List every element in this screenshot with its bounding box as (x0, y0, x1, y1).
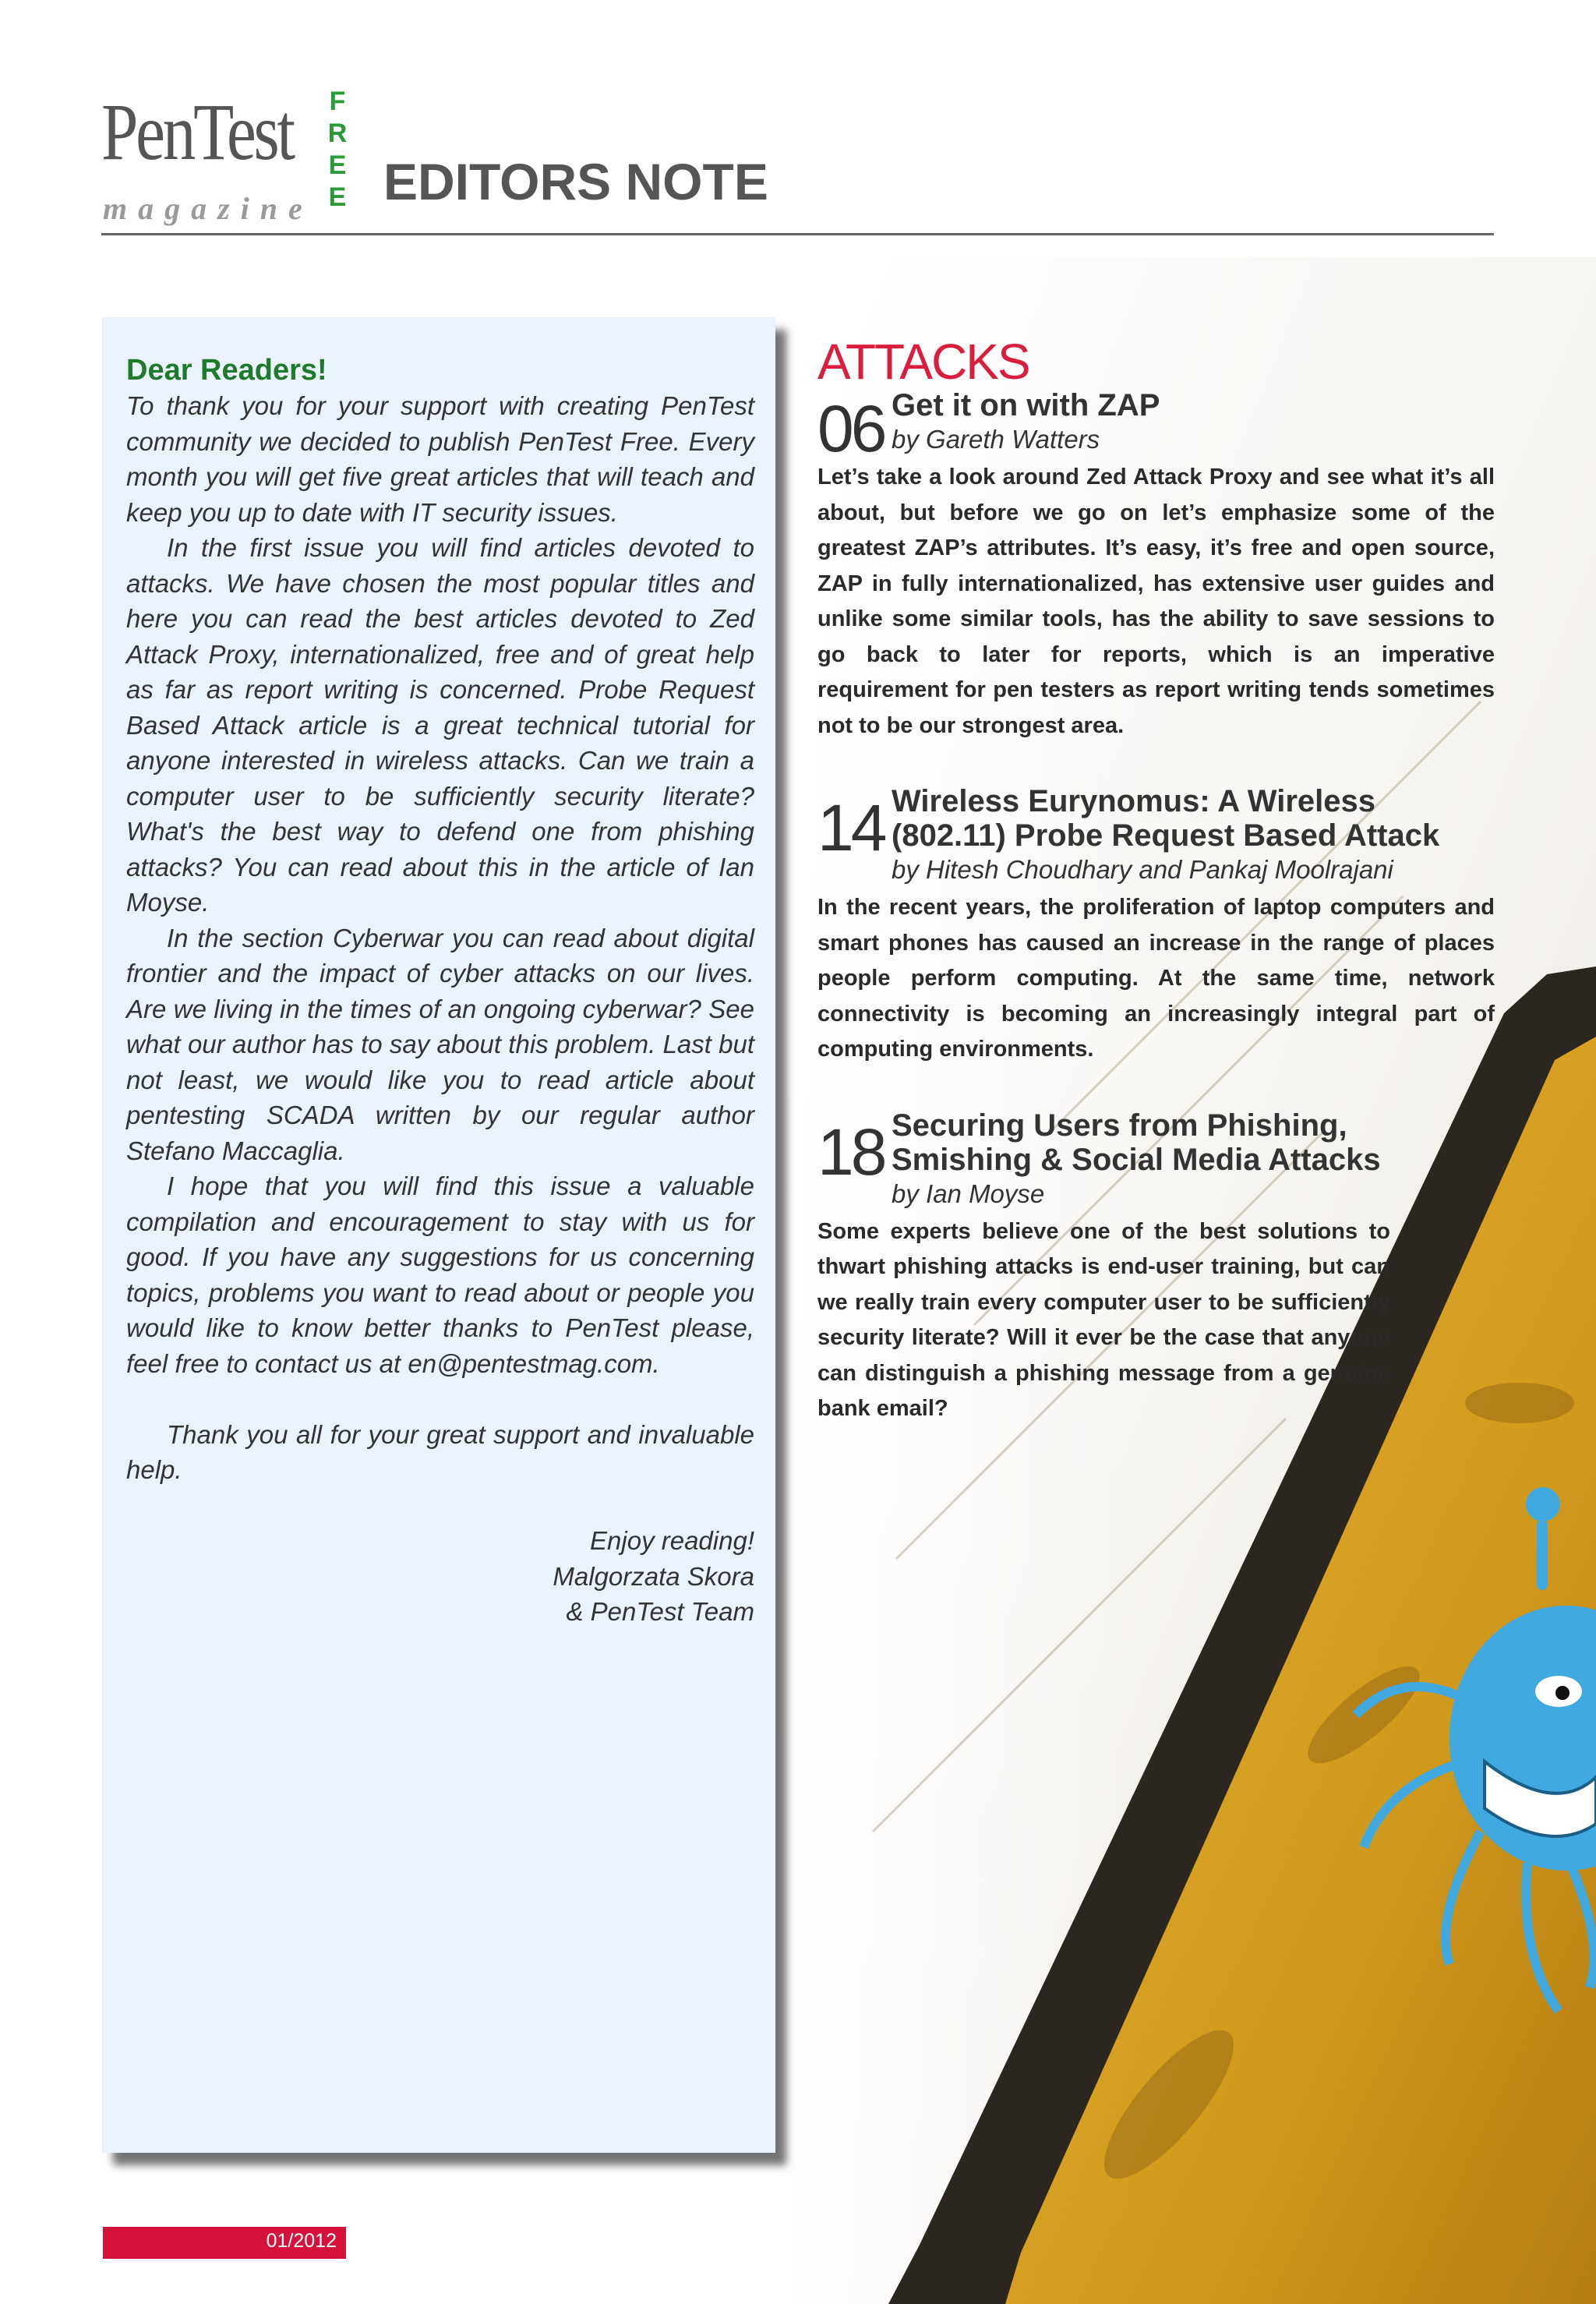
issue-number: 01/2012 (266, 2230, 337, 2252)
article-author: by Gareth Watters (892, 425, 1100, 454)
letter-paragraph: To thank you for your support with creating PenTest community we decided to publish PenTest Free. Every month you will get five great articles that will teach and keep you up to date with IT security issues. (126, 391, 754, 527)
article-entry[interactable] (817, 1108, 1495, 1427)
article-title[interactable]: Wireless Eurynomus: A Wireless (802.11) Probe Request Based Attack (892, 784, 1440, 853)
logo-free-badge (323, 86, 351, 214)
letter-paragraph: In the section Cyberwar you can read about digital frontier and the impact of cyber attacks on our lives. Are we living in the times of an ongoing cyberwar? See what our author has to say about this problem. Last but not least, we would like you to read article about pentesting SCADA written by our regular author Stefano Maccaglia. (126, 923, 754, 1165)
article-author: by Hitesh Choudhary and Pankaj Moolrajani (892, 855, 1393, 884)
signature-line: Malgorzata Skora (553, 1561, 754, 1591)
editors-letter-box (102, 317, 775, 2153)
logo-free-letter: E (328, 150, 347, 180)
article-entry[interactable] (817, 784, 1495, 1068)
signature-line: & PenTest Team (566, 1597, 754, 1626)
editors-letter (126, 352, 754, 1630)
article-author: by Ian Moyse (892, 1179, 1045, 1208)
logo-free-letter: E (328, 182, 347, 212)
letter-greeting: Dear Readers! (126, 354, 327, 387)
logo-free-letter: F (329, 87, 346, 116)
logo-free-letter: R (327, 118, 348, 148)
pentest-logo (101, 86, 358, 234)
header-divider (101, 233, 1494, 235)
article-page-number: 06 (817, 392, 885, 465)
letter-paragraph: I hope that you will find this issue a valuable compilation and encouragement to stay with us for good. If you have any suggestions for us concerning topics, problems you want to read about or people you would like to know better thanks to PenTest please, feel free to contact us at en@pentestmag.com. (126, 1171, 754, 1378)
signature-line: Enjoy reading! (590, 1526, 754, 1555)
article-page-number: 14 (817, 791, 885, 864)
letter-paragraph: In the first issue you will find articles devoted to attacks. We have chosen the most popular titles and here you can read the best articles devoted to Zed Attack Proxy, internationalized, free and of great help as far as report writing is concerned. Probe Request Based Attack article is a great technical tutorial for anyone interested in wireless attacks. Can we train a computer user to be sufficiently security literate? What's the best way to defend one from phishing attacks? You can read about this in the article of Ian Moyse. (126, 533, 754, 917)
letter-signature (126, 1523, 754, 1630)
article-lead: Some experts believe one of the best solutions to thwart phishing attacks is end-user training, but can we really train every computer user to be sufficiently security literate? Will it ever be the case that anyone can distinguish a phishing message from a genuine bank email? (817, 1218, 1390, 1421)
section-heading-attacks: ATTACKS (817, 334, 1029, 390)
issue-tab (103, 2227, 346, 2259)
page-title: EDITORS NOTE (383, 153, 768, 210)
article-title[interactable]: Get it on with ZAP (892, 388, 1160, 422)
letter-paragraph: Thank you all for your great support and invaluable help. (126, 1419, 754, 1484)
table-of-contents (817, 334, 1495, 1427)
article-page-number: 18 (817, 1115, 885, 1189)
logo-wordmark: PenTest (101, 87, 293, 177)
article-lead: In the recent years, the proliferation of laptop computers and smart phones has caused an increase in the range of places people perform computing. At the same time, network connectivity is becoming an increasingly integral part of computing environments. (817, 895, 1495, 1062)
article-entry[interactable] (817, 388, 1495, 744)
logo-subtitle: magazine (103, 191, 313, 226)
article-title[interactable]: Securing Users from Phishing, Smishing & Social Media Attacks (892, 1108, 1381, 1177)
article-lead: Let’s take a look around Zed Attack Proxy and see what it’s all about, but before we go on let’s emphasize some of the greatest ZAP’s attributes. It’s easy, it’s free and open source, ZAP in fully internationalized, has extensive user guides and unlike some similar tools, has the ability to save sessions to go back to later for reports, which is an imperative requirement for pen testers as report writing tends sometimes not to be our strongest area. (817, 465, 1495, 738)
